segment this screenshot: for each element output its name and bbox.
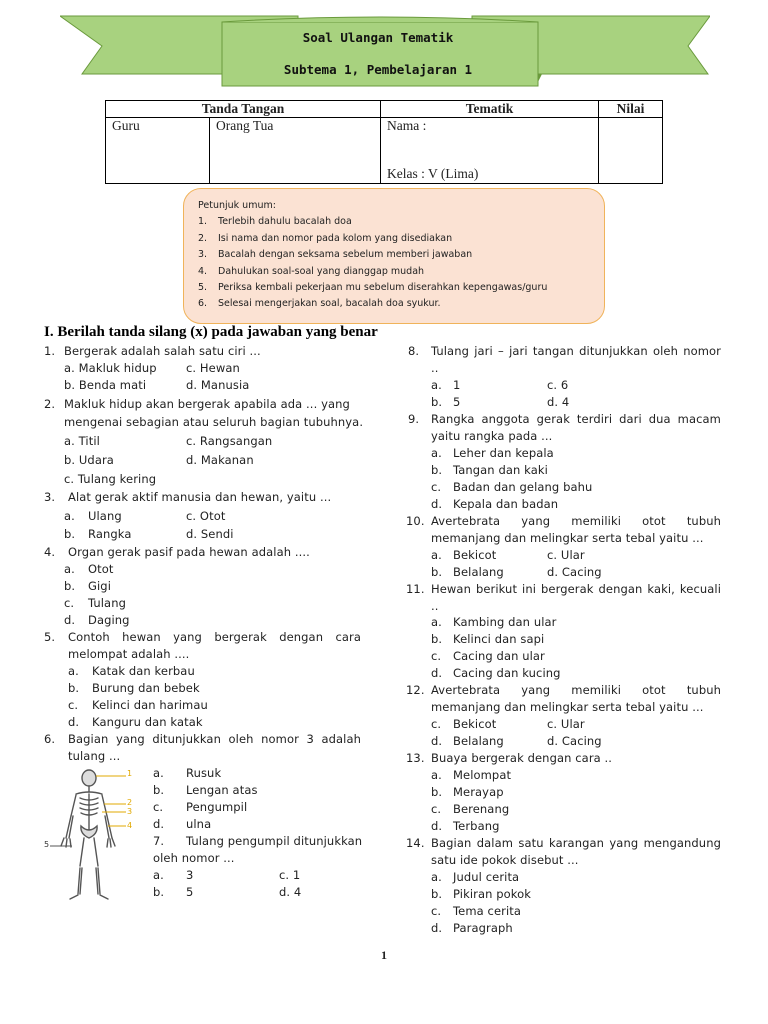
- question-text: Bagian yang ditunjukkan oleh nomor 3 adalah: [68, 732, 361, 746]
- option[interactable]: c. 1: [279, 868, 301, 882]
- question-text: memanjang dan melingkar serta tebal yaitu ...: [431, 700, 704, 714]
- option-letter: b.: [431, 395, 443, 409]
- option-letter: b.: [431, 565, 443, 579]
- option[interactable]: Merayap: [453, 785, 504, 799]
- option[interactable]: Cacing dan kucing: [453, 666, 561, 680]
- question-number: 13.: [406, 751, 425, 765]
- question-text: satu ide pokok disebut ...: [431, 853, 579, 867]
- option-letter: c.: [431, 649, 442, 663]
- question-text: Avertebrata yang memiliki otot tubuh: [431, 683, 721, 697]
- option-letter: c.: [431, 802, 442, 816]
- question-number: 5.: [44, 630, 56, 644]
- instruction-item: 4. Dahulukan soal-soal yang dianggap mudah: [198, 265, 425, 277]
- option[interactable]: Kelinci dan harimau: [92, 698, 208, 712]
- option-letter: c.: [68, 698, 79, 712]
- option[interactable]: Burung dan bebek: [92, 681, 200, 695]
- page-number: 1: [381, 948, 387, 962]
- option[interactable]: Pengumpil: [186, 800, 248, 814]
- header-tanda-tangan: Tanda Tangan: [106, 101, 381, 118]
- option-letter: b.: [431, 632, 443, 646]
- skeleton-image: [42, 768, 152, 906]
- option[interactable]: Bekicot: [453, 548, 497, 562]
- instruction-item: 5. Periksa kembali pekerjaan mu sebelum diserahkan kepengawas/guru: [198, 282, 548, 294]
- cell-guru[interactable]: Guru: [106, 118, 210, 184]
- option[interactable]: d. Sendi: [186, 527, 234, 541]
- option-letter: b.: [431, 887, 443, 901]
- option-letter: b.: [153, 885, 165, 899]
- option[interactable]: 1: [453, 378, 461, 392]
- option-letter: a.: [431, 378, 442, 392]
- option[interactable]: d. Manusia: [186, 378, 250, 392]
- option[interactable]: Tangan dan kaki: [453, 463, 548, 477]
- option-letter: d.: [431, 921, 443, 935]
- option[interactable]: d. 4: [547, 395, 570, 409]
- header-nilai: Nilai: [599, 101, 663, 118]
- question-text: Organ gerak pasif pada hewan adalah ....: [68, 545, 310, 559]
- question-text: Tulang pengumpil ditunjukkan: [186, 834, 363, 848]
- cell-nilai[interactable]: [599, 118, 663, 184]
- title-banner: [60, 12, 710, 90]
- cell-orang-tua[interactable]: Orang Tua: [210, 118, 381, 184]
- option-letter: a.: [64, 562, 75, 576]
- option-letter: a.: [431, 870, 442, 884]
- option-letter: a.: [431, 615, 442, 629]
- option[interactable]: Terbang: [453, 819, 500, 833]
- instruction-item: 3. Bacalah dengan seksama sebelum memberi jawaban: [198, 249, 473, 261]
- question-text: Avertebrata yang memiliki otot tubuh: [431, 514, 721, 528]
- question-text: ..: [431, 361, 439, 375]
- option[interactable]: c. Ular: [547, 548, 585, 562]
- cell-identity[interactable]: [381, 118, 599, 184]
- option[interactable]: Belalang: [453, 734, 504, 748]
- option[interactable]: Judul cerita: [453, 870, 520, 884]
- option-letter: a.: [68, 664, 79, 678]
- option[interactable]: Kanguru dan katak: [92, 715, 203, 729]
- option[interactable]: c. Tulang kering: [64, 472, 157, 486]
- question-text: Bergerak adalah salah satu ciri ...: [64, 344, 261, 358]
- option[interactable]: Kambing dan ular: [453, 615, 557, 629]
- skeleton-label: 5: [44, 840, 50, 849]
- option[interactable]: Kepala dan badan: [453, 497, 559, 511]
- option[interactable]: Ulang: [88, 509, 122, 523]
- question-text: Tulang jari – jari tangan ditunjukkan oleh nomor: [431, 344, 721, 358]
- question-text: Contoh hewan yang bergerak dengan cara: [68, 630, 361, 644]
- question-text: Bagian dalam satu karangan yang mengandung: [431, 836, 721, 850]
- option-letter: d.: [431, 819, 443, 833]
- option[interactable]: a. Titil: [64, 434, 100, 448]
- option[interactable]: Rangka: [88, 527, 132, 541]
- question-number: 1.: [44, 344, 56, 358]
- option[interactable]: Berenang: [453, 802, 510, 816]
- option[interactable]: Cacing dan ular: [453, 649, 545, 663]
- option[interactable]: Badan dan gelang bahu: [453, 480, 593, 494]
- option-letter: c.: [64, 596, 75, 610]
- option[interactable]: c. Otot: [186, 509, 226, 523]
- option[interactable]: 3: [186, 868, 194, 882]
- option[interactable]: Rusuk: [186, 766, 222, 780]
- option[interactable]: Tulang: [88, 596, 126, 610]
- option-letter: b.: [64, 579, 76, 593]
- option-letter: d.: [431, 666, 443, 680]
- option-letter: a.: [431, 548, 442, 562]
- option[interactable]: d. Makanan: [186, 453, 254, 467]
- skeleton-label: 2: [127, 798, 133, 807]
- question-text: memanjang dan melingkar serta tebal yaitu ...: [431, 531, 704, 545]
- question-text: melompat adalah ....: [68, 647, 190, 661]
- option[interactable]: b. Benda mati: [64, 378, 147, 392]
- instruction-item: 2. Isi nama dan nomor pada kolom yang disediakan: [198, 232, 453, 244]
- question-text: oleh nomor ...: [153, 851, 235, 865]
- option-letter: b.: [64, 527, 76, 541]
- option[interactable]: b. Udara: [64, 453, 114, 467]
- option-letter: c.: [431, 480, 442, 494]
- question-number: 12.: [406, 683, 425, 697]
- header-tematik: Tematik: [381, 101, 599, 118]
- option[interactable]: 5: [453, 395, 461, 409]
- kelas-field: Kelas : V (Lima): [387, 166, 479, 181]
- option-letter: b.: [431, 785, 443, 799]
- question-text: yaitu rangka pada ...: [431, 429, 553, 443]
- option[interactable]: ulna: [186, 817, 212, 831]
- nama-field: Nama :: [387, 118, 427, 133]
- option[interactable]: Lengan atas: [186, 783, 258, 797]
- option-letter: c.: [431, 717, 442, 731]
- option[interactable]: Pikiran pokok: [453, 887, 532, 901]
- question-text: mengenai sebagian atau seluruh bagian tubuhnya.: [64, 415, 364, 429]
- option-letter: a.: [431, 446, 442, 460]
- question-number: 9.: [408, 412, 420, 426]
- option-letter: d.: [68, 715, 80, 729]
- option[interactable]: Melompat: [453, 768, 512, 782]
- option[interactable]: Gigi: [88, 579, 112, 593]
- question-text: Makluk hidup akan bergerak apabila ada ... yang: [64, 397, 350, 411]
- question-number: 11.: [406, 582, 425, 596]
- question-text: Buaya bergerak dengan cara ..: [431, 751, 613, 765]
- option[interactable]: Leher dan kepala: [453, 446, 554, 460]
- option-letter: b.: [68, 681, 80, 695]
- option-letter: a.: [431, 768, 442, 782]
- option[interactable]: 5: [186, 885, 194, 899]
- question-number: 2.: [44, 397, 56, 411]
- option[interactable]: c. Ular: [547, 717, 585, 731]
- option[interactable]: c. Rangsangan: [186, 434, 273, 448]
- option-letter: a.: [153, 868, 164, 882]
- option-letter: a.: [64, 509, 75, 523]
- option[interactable]: Katak dan kerbau: [92, 664, 195, 678]
- instruction-item: 6. Selesai mengerjakan soal, bacalah doa syukur.: [198, 298, 441, 310]
- banner-title: Soal Ulangan Tematik: [302, 30, 454, 45]
- question-number: 4.: [44, 545, 56, 559]
- option-letter: d.: [431, 497, 443, 511]
- option-letter: c.: [431, 904, 442, 918]
- option[interactable]: a. Makluk hidup: [64, 361, 157, 375]
- option[interactable]: Otot: [88, 562, 114, 576]
- identity-table: [105, 100, 663, 184]
- instruction-item: 1. Terlebih dahulu bacalah doa: [198, 216, 352, 228]
- question-text: Hewan berikut ini bergerak dengan kaki, kecuali: [431, 582, 721, 596]
- section-heading: I. Berilah tanda silang (x) pada jawaban yang benar: [44, 324, 378, 340]
- option-letter: b.: [153, 783, 165, 797]
- question-text: ..: [431, 599, 439, 613]
- option[interactable]: Tema cerita: [453, 904, 522, 918]
- option[interactable]: d. Cacing: [547, 565, 602, 579]
- question-number: 10.: [406, 514, 425, 528]
- skeleton-label: 4: [127, 821, 133, 830]
- option[interactable]: Daging: [88, 613, 130, 627]
- option-letter: a.: [153, 766, 164, 780]
- question-text: tulang ...: [68, 749, 121, 763]
- option-letter: b.: [431, 463, 443, 477]
- option[interactable]: d. 4: [279, 885, 302, 899]
- question-text: Rangka anggota gerak terdiri dari dua macam: [431, 412, 721, 426]
- option[interactable]: c. Hewan: [186, 361, 240, 375]
- skeleton-label: 1: [127, 769, 133, 778]
- question-number: 14.: [406, 836, 425, 850]
- option[interactable]: d. Cacing: [547, 734, 602, 748]
- banner-subtitle: Subtema 1, Pembelajaran 1: [283, 62, 473, 77]
- question-number: 7.: [153, 834, 165, 848]
- instructions-heading: Petunjuk umum:: [198, 200, 276, 211]
- question-number: 3.: [44, 490, 56, 504]
- option[interactable]: c. 6: [547, 378, 569, 392]
- question-number: 8.: [408, 344, 420, 358]
- option-letter: d.: [431, 734, 443, 748]
- option-letter: c.: [153, 800, 164, 814]
- option-letter: d.: [153, 817, 165, 831]
- question-number: 6.: [44, 732, 56, 746]
- option-letter: d.: [64, 613, 76, 627]
- option[interactable]: Belalang: [453, 565, 504, 579]
- option[interactable]: Kelinci dan sapi: [453, 632, 545, 646]
- option[interactable]: Paragraph: [453, 921, 513, 935]
- instructions-box: [183, 188, 605, 324]
- question-text: Alat gerak aktif manusia dan hewan, yaitu ...: [68, 490, 332, 504]
- option[interactable]: Bekicot: [453, 717, 497, 731]
- skeleton-label: 3: [127, 807, 133, 816]
